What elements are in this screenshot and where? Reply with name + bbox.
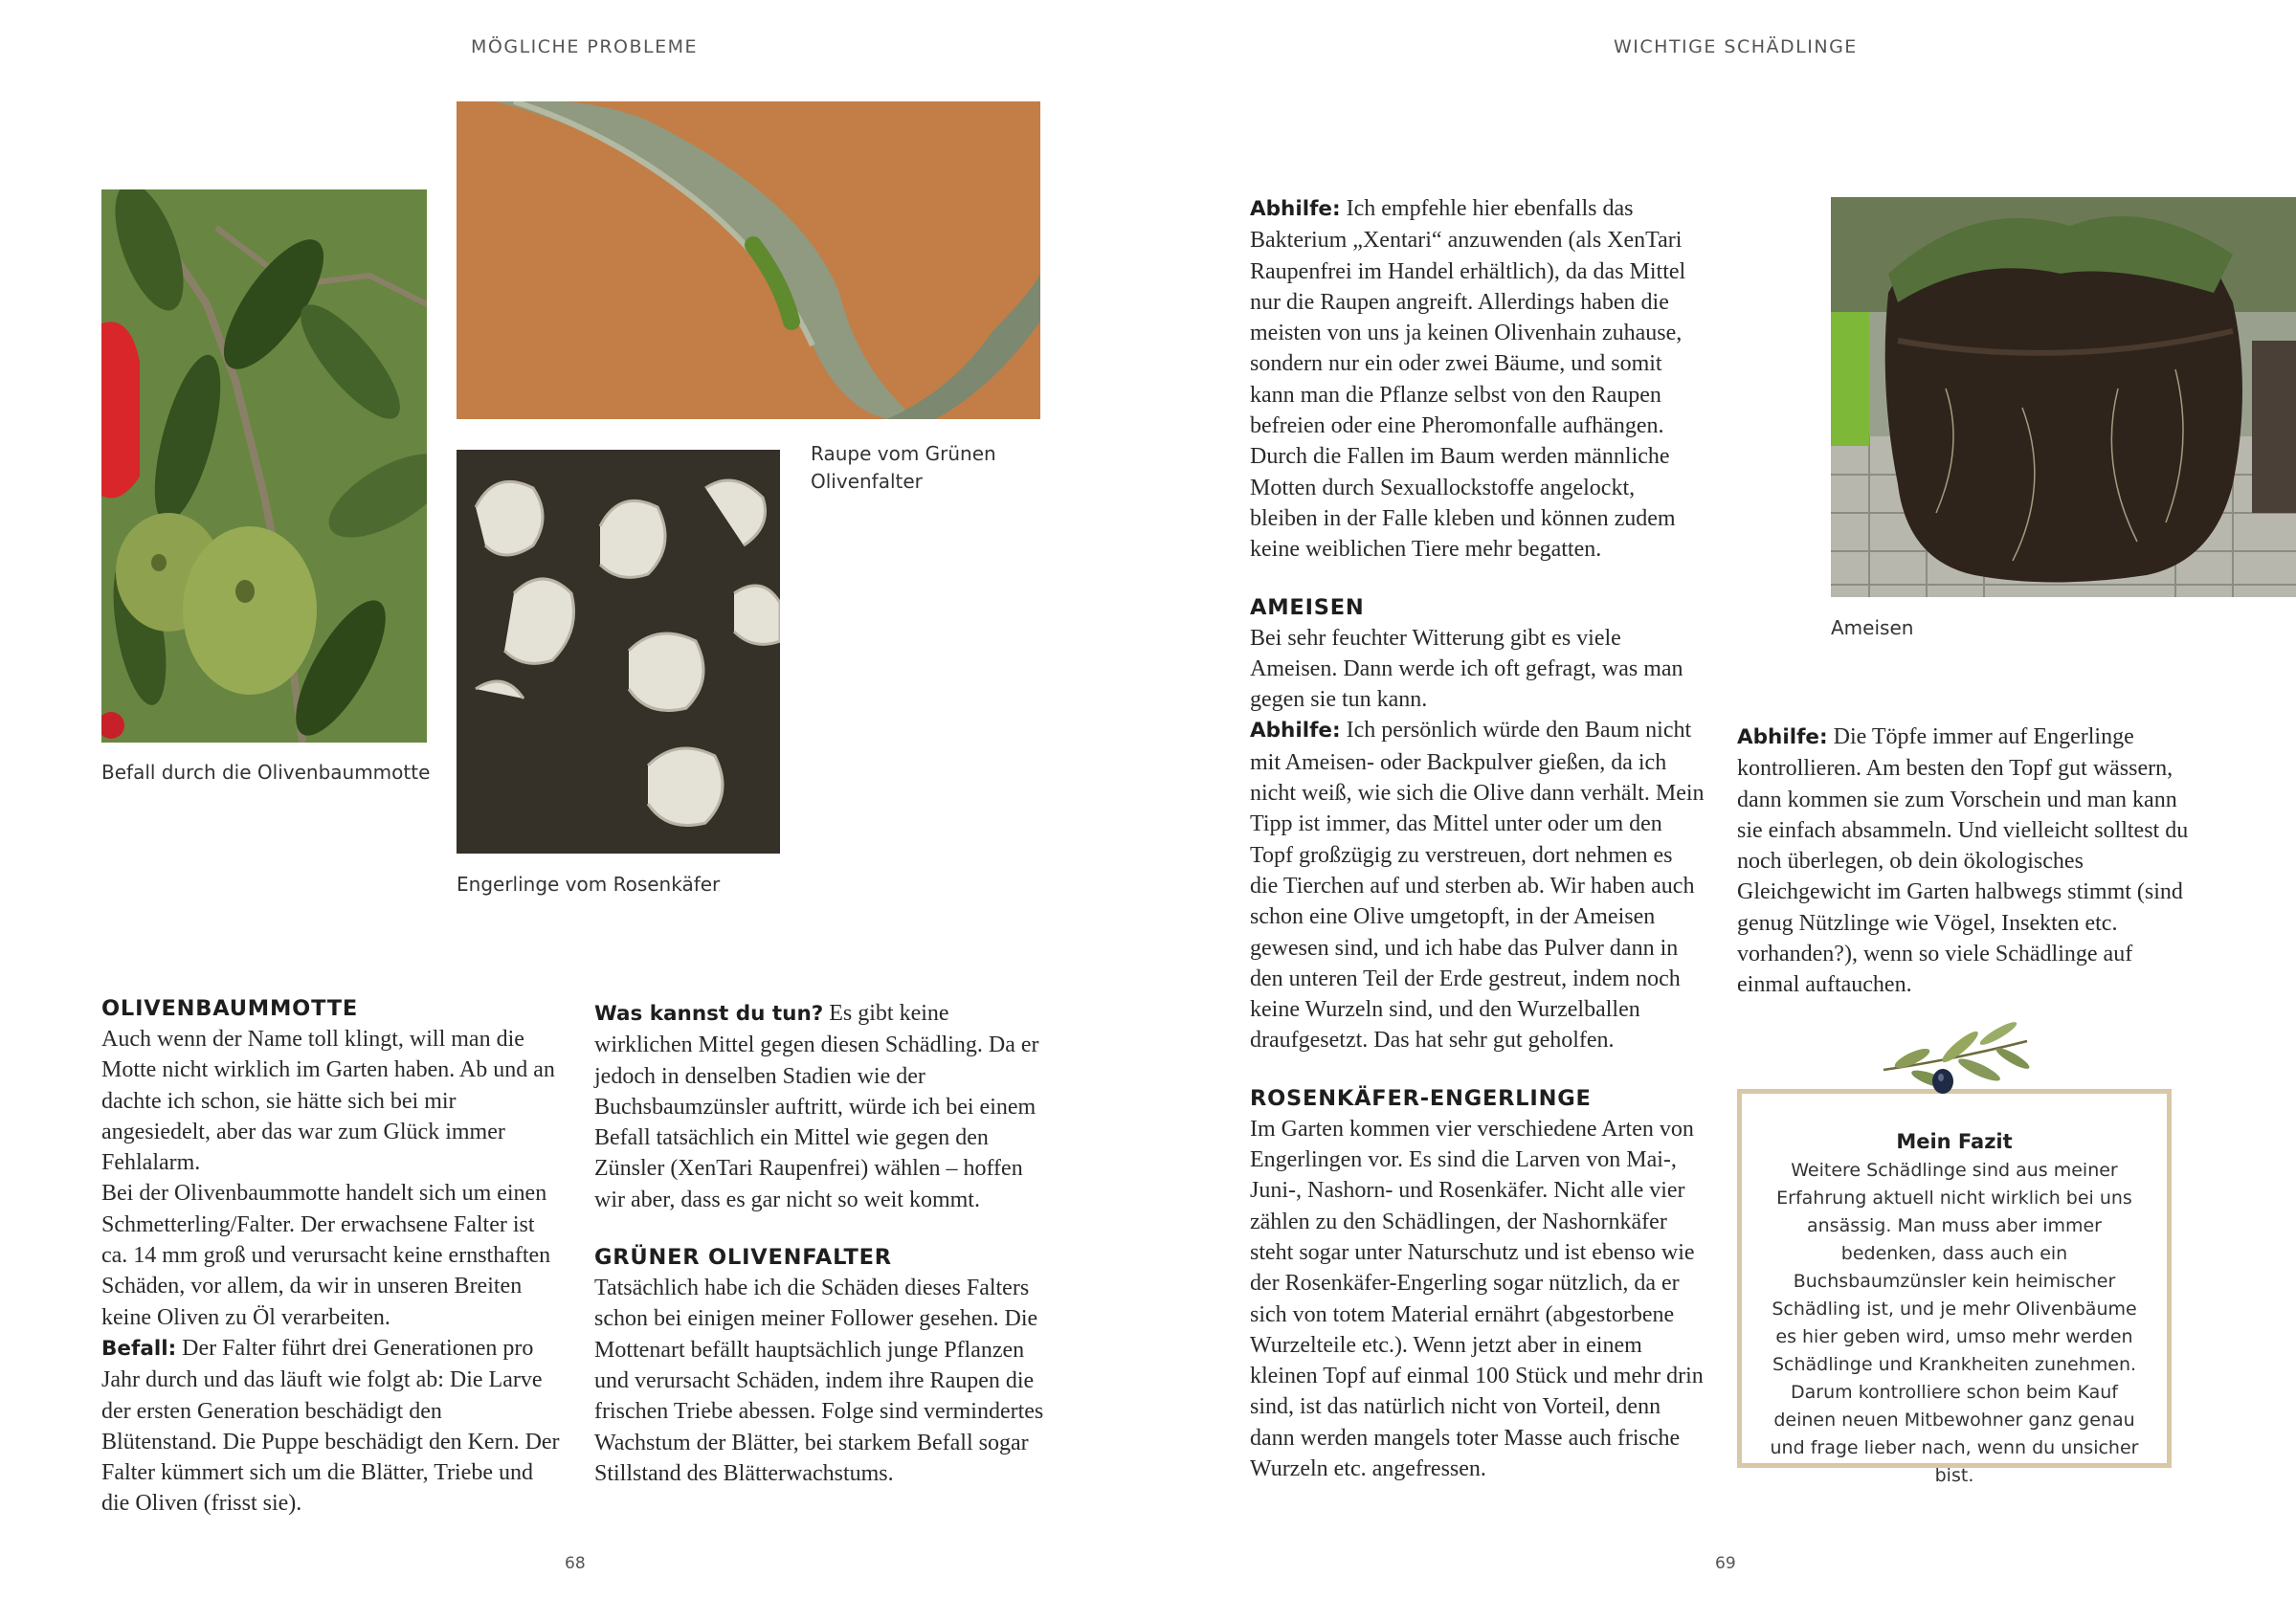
- remedy-lead-1: Abhilfe:: [1250, 197, 1341, 221]
- right-main-column: [1250, 193, 1705, 1484]
- page-number-left: 68: [565, 1554, 586, 1573]
- ants-caption: Ameisen: [1831, 616, 1914, 639]
- what-to-do-section: [594, 998, 1044, 1489]
- ants-photo: [1831, 197, 2296, 597]
- infestation-lead: Befall:: [101, 1336, 177, 1361]
- remedy-paragraph-1: [1250, 193, 1705, 566]
- olive-moth-caption: Befall durch die Olivenbaummotte: [101, 761, 431, 784]
- caterpillar-caption-line1: Raupe vom Grünen: [811, 442, 996, 465]
- olive-moth-paragraph-2: Bei der Olivenbaummotte handelt sich um einen Schmetterling/Falter. Der erwachsene Falter ist ca. 14 mm groß und verursacht keine ernsthaften Schäden, vor allem, da wir in unseren Breiten keine Oliven zu Öl verarbeiten.: [101, 1181, 551, 1330]
- olive-moth-paragraph-1: Auch wenn der Name toll klingt, will man die Motte nicht wirklich im Garten haben. Ab und an dachte ich schon, sie hätte sich bei mir angesiedelt, aber das war zum Glück immer Fehlalarm.: [101, 1027, 555, 1176]
- caterpillar-photo: [457, 101, 1040, 419]
- green-olive-moth-paragraph: Tatsächlich habe ich die Schäden dieses Falters schon bei einigen meiner Follower gesehen. Die Mottenart befällt hauptsächlich junge Pflanzen und verursacht Schäden, indem ihre Raupen die frischen Triebe abessen. Folge sind vermindertes Wachstum der Blätter, bei starkem Befall sogar Stillstand des Blätterwachstums.: [594, 1276, 1044, 1486]
- olive-moth-heading: OLIVENBAUMMOTTE: [101, 996, 359, 1021]
- what-to-do-lead: Was kannst du tun?: [594, 1002, 824, 1026]
- infestation-text: Der Falter führt drei Generationen pro Jahr durch und das läuft wie folgt ab: Die Larve der ersten Generation beschädigt den Blütenstand. Die Puppe beschädigt den Kern. Der Falter kümmert sich um die Blätter, Triebe und die Oliven (frisst sie).: [101, 1335, 560, 1517]
- what-to-do-text: Es gibt keine wirklichen Mittel gegen diesen Schädling. Da er jedoch in denselben Stadien wie der Buchsbaumzünsler auftritt, würde ich bei einem Befall tatsächlich ein Mittel wie gegen den Zünsler (XenTari Raupenfrei) wählen – hoffen wir aber, dass es gar nicht so weit kommt.: [594, 1001, 1039, 1212]
- ants-paragraph: Bei sehr feuchter Witterung gibt es viele Ameisen. Dann werde ich oft gefragt, was man gegen sie tun kann.: [1250, 625, 1683, 713]
- remedy-lead-2: Abhilfe:: [1250, 719, 1341, 744]
- running-header-left: MÖGLICHE PROBLEME: [471, 36, 698, 57]
- conclusion-text: Weitere Schädlinge sind aus meiner Erfahrung aktuell nicht wirklich bei uns ansässig. Man muss aber immer bedenken, dass auch ein Buchsbaumzünsler kein heimischer Schädling ist, und je mehr Olivenbäume es hier geben wird, umso mehr werden Schädlinge und Krankheiten zunehmen. Darum kontrolliere schon beim Kauf deinen neuen Mitbewohner ganz genau und frage lieber nach, wenn du unsicher bist.: [1770, 1160, 2139, 1486]
- grub-remedy-paragraph: [1737, 722, 2196, 1001]
- conclusion-title: Mein Fazit: [1896, 1130, 2013, 1153]
- green-olive-moth-heading: GRÜNER OLIVENFALTER: [594, 1245, 892, 1271]
- olive-moth-section: [101, 993, 561, 1520]
- olive-sprig-icon: [1874, 1012, 2037, 1112]
- page-number-right: 69: [1715, 1554, 1736, 1573]
- running-header-right: WICHTIGE SCHÄDLINGE: [1614, 36, 1858, 57]
- grub-remedy-text: Die Töpfe immer auf Engerlinge kontrollieren. Am besten den Topf gut wässern, dann kommen sie zum Vorschein und man kann sie einfach absammeln. Und vielleicht solltest du noch überlegen, ob dein ökologisches Gleichgewicht im Garten halbwegs stimmt (sind genug Nützlinge wie Vögel, Insekten etc. vorhanden?), wenn so viele Schädlinge auf einmal auftauchen.: [1737, 724, 2189, 998]
- grubs-caption: Engerlinge vom Rosenkäfer: [457, 873, 721, 896]
- rose-chafer-paragraph: Im Garten kommen vier verschiedene Arten von Engerlingen vor. Es sind die Larven von Mai-, Juni-, Nashorn- und Rosenkäfer. Nicht alle vier zählen zu den Schädlingen, der Nashornkäfer steht sogar unter Naturschutz und ist ebenso wie der Rosenkäfer-Engerling sogar nützlich, da er sich von totem Material ernährt (abgestorbene Wurzelteile etc.). Wenn jetzt aber in einem kleinen Topf auf einmal 100 Stück und mehr drin sind, ist das natürlich nicht von Vorteil, denn dann werden mangels toter Masse auch frische Wurzeln etc. angefressen.: [1250, 1116, 1704, 1481]
- grub-remedy-lead: Abhilfe:: [1737, 725, 1828, 749]
- what-to-do-paragraph: [594, 998, 1044, 1215]
- grubs-photo: [457, 450, 780, 854]
- ants-heading: AMEISEN: [1250, 594, 1365, 620]
- conclusion-box: [1737, 1089, 2172, 1486]
- olive-moth-paragraph-3: [101, 1333, 561, 1520]
- grub-remedy-section: [1737, 722, 2196, 1001]
- remedy-text-1: Ich empfehle hier ebenfalls das Bakterium „Xentari“ anzuwenden (als XenTari Raupenfrei im Handel erhältlich), da das Mittel nur die Raupen angreift. Allerdings haben die meisten von uns ja keinen Olivenhain zuhause, sondern nur ein oder zwei Bäume, und somit kann man die Pflanze selbst von den Raupen befreien oder eine Pheromonfalle aufhängen. Durch die Fallen im Baum werden männliche Motten durch Sexuallockstoffe angelockt, bleiben in der Falle kleben und können zudem keine weiblichen Tiere mehr begatten.: [1250, 196, 1686, 563]
- remedy-paragraph-2: [1250, 715, 1705, 1055]
- caterpillar-caption-line2: Olivenfalter: [811, 470, 923, 493]
- rose-chafer-heading: ROSENKÄFER-ENGERLINGE: [1250, 1085, 1592, 1111]
- olive-moth-photo: [101, 189, 427, 743]
- remedy-text-2: Ich persönlich würde den Baum nicht mit Ameisen- oder Backpulver gießen, da ich nicht weiß, wie sich die Olive dann verhält. Mein Tipp ist immer, das Mittel unter oder um den Topf großzügig zu verstreuen, dort nehmen es die Tierchen auf und sterben ab. Wir haben auch schon eine Olive umgetopft, in der Ameisen gewesen sind, und ich habe das Pulver dann in den unteren Teil der Erde gestreut, indem noch keine Wurzeln sind, und den Wurzelballen draufgesetzt. Das hat sehr gut geholfen.: [1250, 718, 1705, 1054]
